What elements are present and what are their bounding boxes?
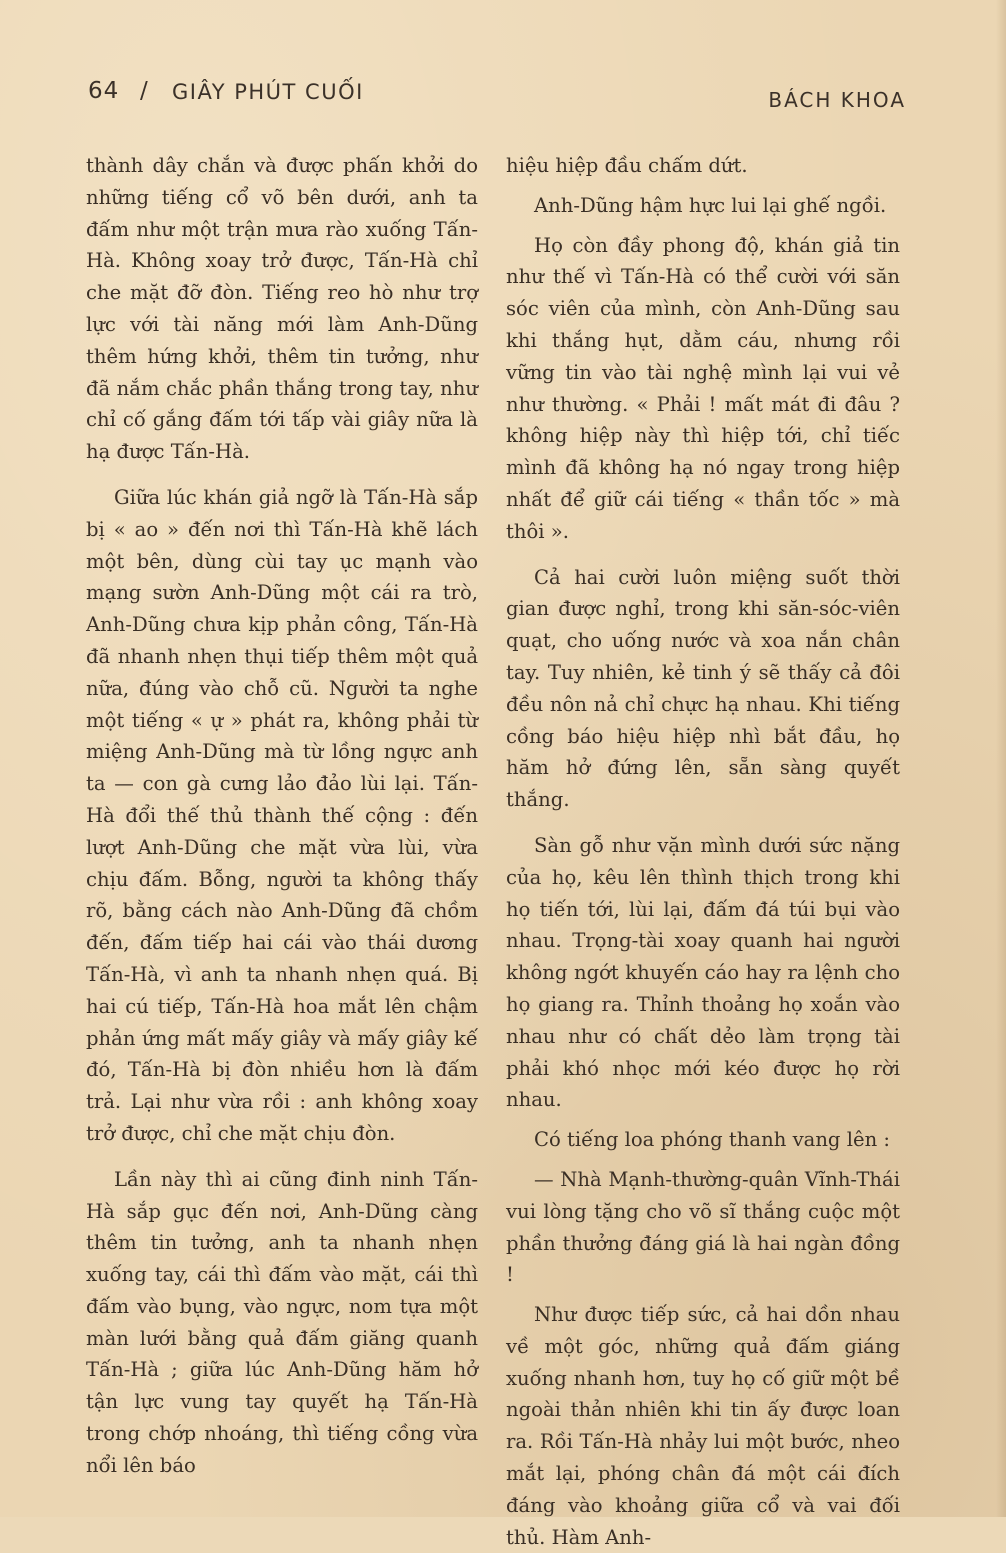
- paragraph: Anh-Dũng hậm hực lui lại ghế ngồi.: [534, 193, 887, 217]
- left-column: [86, 150, 478, 1482]
- page-edge-shadow: [996, 0, 1006, 1517]
- page-header: [88, 78, 906, 112]
- paragraph: Có tiếng loa phóng thanh vang lên :: [534, 1128, 891, 1152]
- paragraph: — Nhà Mạnh-thường-quân Vĩnh-Thái vui lòng tặng cho võ sĩ thắng cuộc một phần thưởng đáng giá là hai ngàn đồng !: [506, 1167, 900, 1287]
- paragraph: Cả hai cười luôn miệng suốt thời gian được nghỉ, trong khi săn-sóc-viên quạt, cho uống nước và xoa nắn chân tay. Tuy nhiên, kẻ tinh ý sẽ thấy cả đôi đều nôn nả chỉ chực hạ nhau. Khi tiếng cồng báo hiệu hiệp nhì bắt đầu, họ hăm hở đứng lên, sẵn sàng quyết thắng.: [506, 565, 900, 812]
- paragraph: Lần này thì ai cũng đinh ninh Tấn-Hà sắp gục đến nơi, Anh-Dũng càng thêm tin tưởng, anh ta nhanh nhẹn xuống tay, cái thì đấm vào mặt, cái thì đấm vào bụng, vào ngực, nom tựa một màn lưới bằng quả đấm giăng quanh Tấn-Hà ; giữa lúc Anh-Dũng hăm hở tận lực vung tay quyết hạ Tấn-Hà trong chớp nhoáng, thì tiếng cồng vừa nổi lên báo: [86, 1167, 478, 1477]
- paragraph: Họ còn đầy phong độ, khán giả tin như thế vì Tấn-Hà có thể cười với săn sóc viên của mình, còn Anh-Dũng sau khi thắng hụt, dằm cáu, nhưng rồi vững tin vào tài nghệ mình lại vui vẻ như thường. « Phải ! mất mát đi đâu ? không hiệp này thì hiệp tới, chỉ tiếc mình đã không hạ nó ngay trong hiệp nhất để giữ cái tiếng « thần tốc » mà thôi ».: [506, 233, 900, 543]
- paragraph: Sàn gỗ như vặn mình dưới sức nặng của họ, kêu lên thình thịch trong khi họ tiến tới, lùi lại, đấm đá túi bụi vào nhau. Trọng-tài xoay quanh hai người không ngớt khuyến cáo hay ra lệnh cho họ giang ra. Thỉnh thoảng họ xoắn vào nhau như có chất dẻo làm trọng tài phải khó nhọc mới kéo được họ rời nhau.: [506, 833, 900, 1112]
- paragraph: thành dây chắn và được phấn khởi do những tiếng cổ võ bên dưới, anh ta đấm như một trận mưa rào xuống Tấn-Hà. Không xoay trở được, Tấn-Hà chỉ che mặt đỡ đòn. Tiếng reo hò như trợ lực với tài năng mới làm Anh-Dũng thêm hứng khởi, thêm tin tưởng, như đã nắm chắc phần thắng trong tay, như chỉ cố gắng đấm tới tấp vài giây nữa là hạ được Tấn-Hà.: [86, 154, 478, 464]
- magazine-name: BÁCH KHOA: [768, 88, 906, 112]
- right-column: [506, 150, 900, 1553]
- paragraph: Như được tiếp sức, cả hai dồn nhau về một góc, những quả đấm giáng xuống nhanh hơn, tuy họ cố giữ một bề ngoài thản nhiên khi tin ấy được loan ra. Rồi Tấn-Hà nhảy lui một bước, nheo mắt lại, phóng chân đá một cái đích đáng vào khoảng giữa cổ và vai đối thủ. Hàm Anh-: [506, 1303, 900, 1549]
- paragraph: hiệu hiệp đầu chấm dứt.: [506, 154, 748, 177]
- page-number: 64: [88, 78, 120, 104]
- paragraph: Giữa lúc khán giả ngỡ là Tấn-Hà sắp bị « ao » đến nơi thì Tấn-Hà khẽ lách một bên, dùng cùi tay ục mạnh vào mạng sườn Anh-Dũng một cái ra trò, Anh-Dũng chưa kịp phản công, Tấn-Hà đã nhanh nhẹn thụi tiếp thêm một quả nữa, đúng vào chỗ cũ. Người ta nghe một tiếng « ự » phát ra, không phải từ miệng Anh-Dũng mà từ lồng ngực anh ta — con gà cưng lảo đảo lùi lại. Tấn-Hà đổi thế thủ thành thế cộng : đến lượt Anh-Dũng che mặt vừa lùi, vừa chịu đấm. Bỗng, người ta không thấy rõ, bằng cách nào Anh-Dũng đã chồm đến, đấm tiếp hai cái vào thái dương Tấn-Hà, vì anh ta nhanh nhẹn quá. Bị hai cú tiếp, Tấn-Hà hoa mắt lên chậm phản ứng mất mấy giây và mấy giây kế đó, Tấn-Hà bị đòn nhiều hơn là đấm trả. Lại như vừa rồi : anh không xoay trở được, chỉ che mặt chịu đòn.: [86, 485, 478, 1145]
- header-separator: /: [140, 78, 148, 104]
- running-title: GIÂY PHÚT CUỐI: [172, 80, 364, 104]
